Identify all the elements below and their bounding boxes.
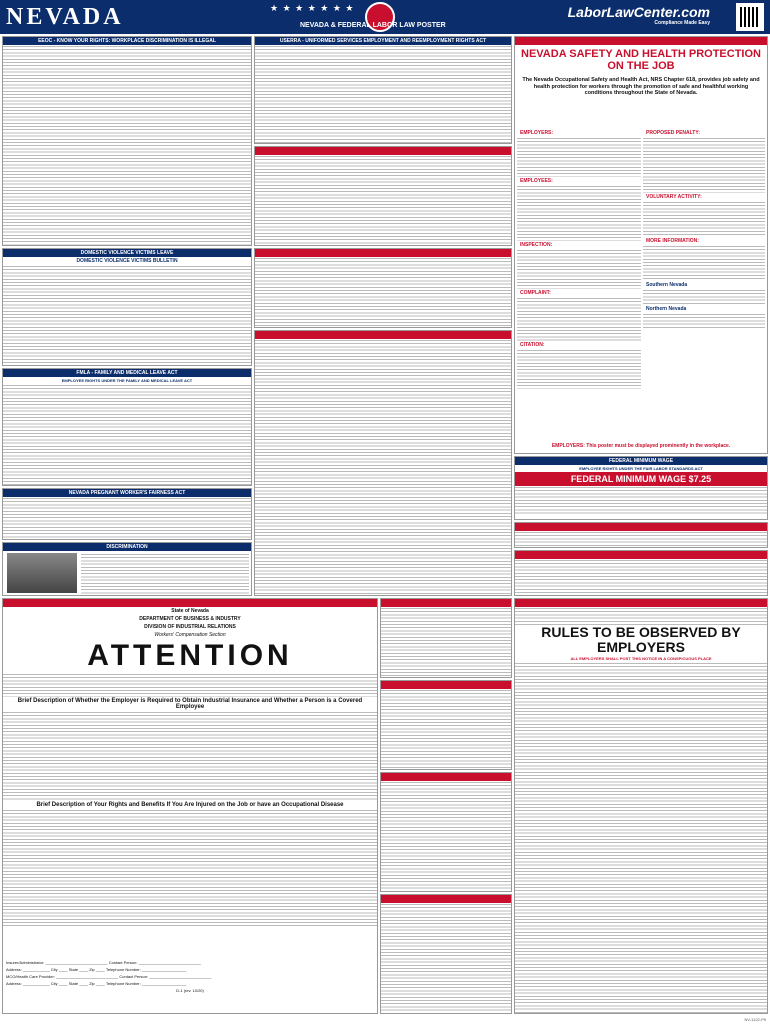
pregnant-section [2, 488, 252, 540]
footer-rev: NV-1122-P9 [744, 1017, 766, 1022]
smoking-section [380, 680, 512, 770]
wc-form-number: D-1 (rev. 10/20) [176, 988, 204, 993]
osha-voluntary: VOLUNTARY ACTIVITY: [646, 194, 702, 200]
brand-logo: LaborLawCenter.com Compliance Made Easy [567, 4, 710, 26]
wc-insurer-label: Insurer/Administrator: [6, 960, 45, 965]
dv-title: DOMESTIC VIOLENCE VICTIMS BULLETIN [76, 258, 178, 264]
attention-heading: ATTENTION [87, 639, 293, 672]
wc-division: DIVISION OF INDUSTRIAL RELATIONS [144, 624, 236, 630]
smoking-bar: NV SMOKING POLICY [381, 681, 511, 689]
rules-heading: RULES TO BE OBSERVED BY EMPLOYERS [541, 624, 741, 655]
osha-employers: EMPLOYERS: [520, 130, 554, 136]
paid-leave-bar: PAID LEAVE [515, 551, 767, 559]
nursing-bar: NURSING MOTHER'S ACCOMMODATION ACT [255, 249, 511, 257]
wc-address-label: Address: [6, 967, 22, 972]
emergency-section [514, 522, 768, 548]
leave-bar: EMPLOYEE LEAVE & CAREER EXPANSION PROGRAM [255, 331, 511, 339]
osha-lead: The Nevada Occupational Safety and Health Act, NRS Chapter 618, provides job safety and health protection for workers through the promotion of safe and healthful working conditions throughout the State of Nevada. [522, 77, 760, 96]
wc-mco-label: MCO/Health Care Provider: [6, 974, 55, 979]
eeoc-section [2, 36, 252, 246]
workers-comp-section: WORKERS' COMPENSATION State of Nevada DEPARTMENT OF BUSINESS & INDUSTRY DIVISION OF INDUSTRIAL RELATIONS Workers' Compensation Section ATTENTION Brief Description of Whether the Employer is Required to Obtain Industrial Insurance and Whether a Person is a Covered Employee Brief Description of Your Rights and Benefits If You Are Injured on the Job or have an Occupational Disease Insurer/Administrator: ____________________________ Contact Person: ____________________________ Address: ____________ City ____ State ____ Zip ____ Telephone Number: ____________________ MCO/Health Care Provider: ____________________________ Contact Person: ____________________________ Address: ____________ City ____ State ____ Zip ____ Telephone Number: ____________________ D-1 (rev. 10/20) [2, 598, 378, 1014]
qr-code-icon [736, 3, 764, 31]
dv-bar: DOMESTIC VIOLENCE VICTIMS LEAVE [3, 249, 251, 257]
workers-comp-bar: WORKERS' COMPENSATION [3, 599, 377, 607]
userra-bar: USERRA - UNIFORMED SERVICES EMPLOYMENT AND REEMPLOYMENT RIGHTS ACT [255, 37, 511, 45]
poster-subtitle: NEVADA & FEDERAL LABOR LAW POSTER [300, 22, 446, 29]
osha-more-info: MORE INFORMATION: [646, 238, 699, 244]
osha-section [514, 36, 768, 454]
fmla-title: EMPLOYEE RIGHTS UNDER THE FAMILY AND MEDICAL LEAVE ACT [61, 378, 193, 383]
wc-brief-1: Brief Description of Whether the Employer is Required to Obtain Industrial Insurance and Whether a Person is a Covered Employee [17, 698, 363, 710]
leave-section [254, 330, 512, 596]
osha-employees: EMPLOYEES: [520, 178, 553, 184]
workers-photo [7, 553, 77, 593]
osha-bar: OCCUPATIONAL SAFETY AND HEALTH PROTECTION [515, 37, 767, 45]
wc-brief-2: Brief Description of Your Rights and Benefits If You Are Injured on the Job or have an Occupational Disease [36, 802, 344, 808]
epa-section [254, 146, 512, 246]
osha-penalty: PROPOSED PENALTY: [646, 130, 700, 136]
fmla-section [2, 368, 252, 486]
min-wage-bar: MINIMUM WAGE [381, 773, 511, 781]
dv-section [2, 248, 252, 366]
overtime-bar: DAILY OVERTIME [381, 895, 511, 903]
wc-contact-label: Contact Person: [108, 960, 138, 965]
notice-section [380, 598, 512, 678]
osha-complaint: COMPLAINT: [520, 290, 551, 296]
rules-section [514, 598, 768, 1014]
osha-citation: CITATION: [520, 342, 545, 348]
fed-min-wage-amount: FEDERAL MINIMUM WAGE $7.25 [515, 472, 767, 486]
min-wage-section [380, 772, 512, 892]
osha-posting-note: EMPLOYERS: This poster must be displayed prominently in the workplace. [551, 443, 731, 449]
fmla-bar: FMLA - FAMILY AND MEDICAL LEAVE ACT [3, 369, 251, 377]
osha-inspection: INSPECTION: [520, 242, 553, 248]
flsa-section [514, 456, 768, 520]
osha-northern: Northern Nevada [646, 306, 687, 312]
osha-heading: NEVADA SAFETY AND HEALTH PROTECTION ON THE JOB [521, 48, 761, 72]
wc-state: State of Nevada [171, 608, 209, 614]
pregnant-bar: NEVADA PREGNANT WORKER'S FAIRNESS ACT [3, 489, 251, 497]
overtime-section [380, 894, 512, 1014]
emergency-bar: EMERGENCY PHONE NUMBERS [515, 523, 767, 531]
notice-bar: NOTICE [381, 599, 511, 607]
userra-section [254, 36, 512, 144]
rules-sub: ALL EMPLOYERS SHALL POST THIS NOTICE IN A CONSPICUOUS PLACE [570, 656, 712, 661]
osha-southern: Southern Nevada [646, 282, 688, 288]
nursing-section [254, 248, 512, 328]
wc-phone-label: Telephone Number: [105, 967, 141, 972]
poster-title: NEVADA [6, 4, 124, 30]
wc-section: Workers' Compensation Section [154, 632, 226, 638]
flsa-bar: FEDERAL MINIMUM WAGE [515, 457, 767, 465]
discrimination-section [2, 542, 252, 596]
paid-leave-section [514, 550, 768, 596]
poster-header [0, 0, 770, 34]
stars-decoration: ★ ★ ★ ★ ★ ★ ★ [270, 3, 355, 13]
rules-bar: RULES TO BE OBSERVED BY EMPLOYERS [515, 599, 767, 607]
wc-dept: DEPARTMENT OF BUSINESS & INDUSTRY [139, 616, 241, 622]
discrimination-bar: DISCRIMINATION [3, 543, 251, 551]
eeoc-bar: EEOC - KNOW YOUR RIGHTS: WORKPLACE DISCRIMINATION IS ILLEGAL [3, 37, 251, 45]
epa-bar: EMPLOYEE POLYGRAPH PROTECTION ACT [255, 147, 511, 155]
flsa-sub: EMPLOYEE RIGHTS UNDER THE FAIR LABOR STANDARDS ACT [579, 466, 703, 471]
